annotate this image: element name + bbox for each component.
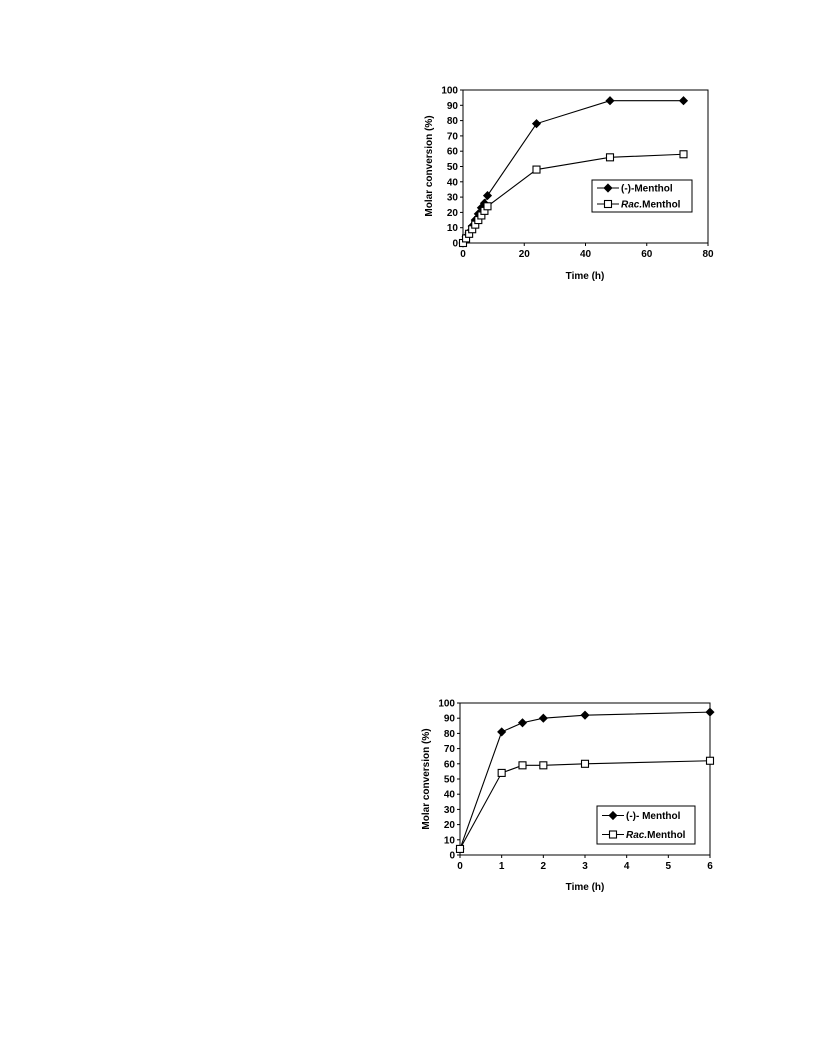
- legend-label-prefix: Rac.: [626, 830, 648, 841]
- data-point: [610, 831, 617, 838]
- data-point: [484, 192, 492, 200]
- x-tick-label: 5: [665, 861, 672, 872]
- y-tick-label: 60: [446, 146, 458, 158]
- x-tick-label: 20: [518, 249, 530, 260]
- data-point: [533, 120, 541, 128]
- y-tick-label: 0: [449, 850, 455, 862]
- data-point: [606, 97, 614, 105]
- x-tick-label: 2: [540, 861, 547, 872]
- x-tick-label: 1: [498, 861, 505, 872]
- y-tick-label: 30: [443, 804, 455, 816]
- plot-area: [463, 90, 708, 243]
- series-menthol: [459, 97, 688, 247]
- data-point: [498, 728, 506, 736]
- y-tick-label: 50: [443, 774, 455, 786]
- y-tick-label: 80: [443, 728, 455, 740]
- y-tick-label: 80: [446, 116, 458, 128]
- data-point: [540, 762, 547, 769]
- data-point: [519, 762, 526, 769]
- y-tick-label: 30: [446, 192, 458, 204]
- chart-1: [424, 86, 714, 283]
- data-point: [457, 845, 464, 852]
- data-point: [680, 97, 688, 105]
- data-point: [581, 711, 589, 719]
- legend-label-suffix: Menthol: [647, 830, 686, 841]
- x-tick-label: 0: [460, 249, 466, 260]
- legend-label: [626, 830, 686, 841]
- y-tick-label: 50: [446, 162, 458, 173]
- data-point: [484, 203, 491, 210]
- data-point: [582, 760, 589, 767]
- y-tick-label: 90: [446, 100, 458, 112]
- data-point: [605, 201, 612, 208]
- x-axis-label: Time (h): [565, 882, 605, 893]
- y-tick-label: 40: [443, 789, 455, 801]
- data-point: [680, 151, 687, 158]
- x-tick-label: 80: [702, 249, 714, 260]
- legend: [592, 180, 692, 212]
- legend-label-prefix: Rac.: [621, 199, 643, 211]
- y-tick-label: 70: [443, 744, 455, 756]
- x-tick-label: 0: [457, 861, 463, 872]
- data-point: [706, 708, 714, 716]
- legend-label-suffix: Menthol: [642, 199, 681, 211]
- chart-2: [421, 699, 714, 894]
- y-tick-label: 40: [446, 177, 458, 189]
- y-tick-label: 90: [443, 713, 455, 725]
- y-tick-label: 100: [441, 85, 458, 97]
- y-tick-label: 10: [443, 835, 455, 847]
- x-tick-label: 3: [582, 861, 588, 872]
- legend: [597, 806, 695, 844]
- y-axis-label: Molar conversion (%): [424, 115, 435, 217]
- legend-label: (-)-Menthol: [621, 183, 673, 195]
- y-tick-label: 70: [446, 131, 458, 143]
- data-point: [498, 769, 505, 776]
- data-point: [533, 166, 540, 173]
- data-point: [539, 714, 547, 722]
- y-tick-label: 20: [446, 207, 458, 219]
- legend-label: [621, 200, 681, 211]
- x-axis-label: Time (h): [565, 271, 605, 282]
- series-line: [463, 101, 684, 243]
- x-tick-label: 60: [641, 249, 653, 260]
- y-tick-label: 60: [443, 759, 455, 771]
- x-tick-label: 4: [623, 861, 630, 872]
- x-tick-label: 6: [707, 861, 713, 872]
- x-tick-label: 40: [579, 249, 592, 260]
- data-point: [607, 154, 614, 161]
- y-tick-label: 0: [452, 238, 458, 250]
- y-tick-label: 10: [446, 223, 458, 235]
- data-point: [707, 757, 714, 764]
- y-axis-label: Molar conversion (%): [421, 728, 432, 830]
- data-point: [519, 719, 527, 727]
- y-tick-label: 20: [443, 820, 455, 832]
- y-tick-label: 100: [438, 698, 455, 710]
- legend-label: (-)- Menthol: [626, 811, 681, 822]
